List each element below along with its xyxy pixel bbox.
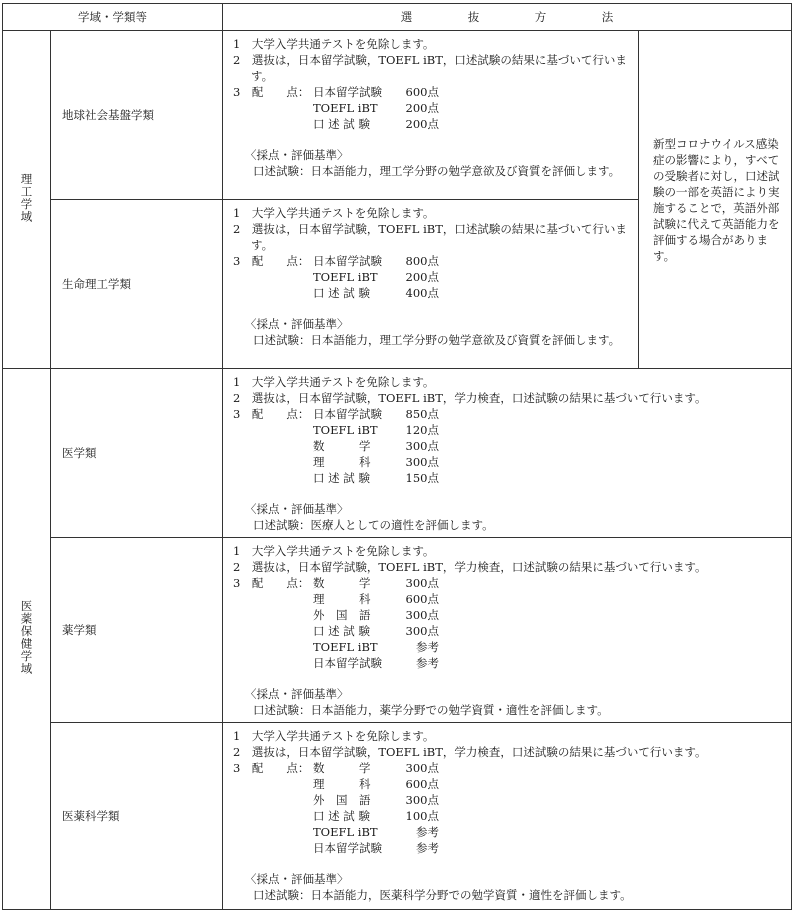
score-label: 3 配 点： [233,85,310,99]
score-subject: TOEFL iBT [313,423,378,437]
score-points: 参考 [416,825,439,839]
score-label: 3 配 点： [233,576,310,590]
score-points: 120点 [405,423,439,437]
domain-cell [3,31,51,369]
score-points: 200点 [405,270,439,284]
method-item-2: 2 選抜は，日本留学試験，TOEFL iBT，学力検査，口述試験の結果に基づいて行います。 [233,560,707,574]
domain-label: 医薬保健学域 [19,600,34,675]
table-row [3,538,792,723]
score-subject: 日本留学試験 [313,254,382,268]
score-row [233,422,785,438]
criteria-heading: 〈採点・評価基準〉 [245,148,349,162]
score-row [233,406,785,422]
score-points: 100点 [405,809,439,823]
criteria-line [233,702,785,718]
category-cell: 医薬科学類 [51,723,223,910]
table-row [3,369,792,538]
score-points: 400点 [405,286,439,300]
score-points: 参考 [416,656,439,670]
score-points: 300点 [405,793,439,807]
score-subject: 外 国 語 [313,608,371,622]
score-row [233,824,785,840]
method-item-1: 1 大学入学共通テストを免除します。 [233,37,435,51]
score-points: 参考 [416,841,439,855]
method-cell [223,369,792,538]
note-cell: 新型コロナウイルス感染症の影響により，すべての受験者に対し，口述試験の一部を英語により実施することで，英語外部試験に代えて英語能力を評価する場合があります。 [639,31,792,369]
score-points: 参考 [416,640,439,654]
score-subject: 外 国 語 [313,793,371,807]
criteria-heading: 〈採点・評価基準〉 [245,687,349,701]
score-subject: 口 述 試 験 [313,117,370,131]
domain-cell [3,369,51,910]
score-row [233,116,632,132]
criteria-value: 日本語能力，理工学分野の勉学意欲及び資質を評価します。 [310,333,621,347]
score-subject: 日本留学試験 [313,841,382,855]
score-subject: 日本留学試験 [313,407,382,421]
header-selection-method: 選 抜 方 法 [223,4,792,31]
category-cell: 生命理工学類 [51,200,223,369]
score-label: 3 配 点： [233,761,310,775]
score-row [233,792,785,808]
score-label: 3 配 点： [233,254,310,268]
category-cell: 薬学類 [51,538,223,723]
score-points: 600点 [405,85,439,99]
method-item-1: 1 大学入学共通テストを免除します。 [233,375,435,389]
domain-label: 理工学域 [19,173,34,223]
score-subject: TOEFL iBT [313,270,378,284]
score-row [233,655,785,671]
category-cell: 地球社会基盤学類 [51,31,223,200]
criteria-line [233,517,785,533]
score-points: 850点 [405,407,439,421]
score-row [233,575,785,591]
score-subject: 数 学 [313,439,371,453]
method-item-2: 2 選抜は，日本留学試験，TOEFL iBT，学力検査，口述試験の結果に基づいて行います。 [233,745,707,759]
method-item-1: 1 大学入学共通テストを免除します。 [233,729,435,743]
criteria-heading: 〈採点・評価基準〉 [245,502,349,516]
score-subject: 理 科 [313,592,371,606]
score-row [233,100,632,116]
criteria-heading: 〈採点・評価基準〉 [245,317,349,331]
score-row [233,438,785,454]
score-label: 3 配 点： [233,407,310,421]
score-points: 200点 [405,101,439,115]
method-cell [223,538,792,723]
score-row [233,591,785,607]
score-subject: 口 述 試 験 [313,809,370,823]
score-subject: 口 述 試 験 [313,471,370,485]
category-cell: 医学類 [51,369,223,538]
score-points: 150点 [405,471,439,485]
score-subject: TOEFL iBT [313,640,378,654]
criteria-line [233,332,632,348]
score-subject: TOEFL iBT [313,825,378,839]
score-subject: TOEFL iBT [313,101,378,115]
score-subject: 口 述 試 験 [313,286,370,300]
score-row [233,84,632,100]
score-subject: 理 科 [313,777,371,791]
score-row [233,253,632,269]
method-cell [223,31,639,200]
score-subject: 数 学 [313,761,371,775]
method-item-1: 1 大学入学共通テストを免除します。 [233,544,435,558]
score-row [233,840,785,856]
score-subject: 数 学 [313,576,371,590]
method-cell [223,723,792,910]
score-subject: 理 科 [313,455,371,469]
criteria-key: 口述試験： [253,888,311,902]
score-points: 300点 [405,455,439,469]
criteria-key: 口述試験： [253,703,311,717]
criteria-value: 日本語能力，薬学分野での勉学資質・適性を評価します。 [310,703,609,717]
method-item-2: 2 選抜は，日本留学試験，TOEFL iBT，口述試験の結果に基づいて行います。 [233,222,627,252]
criteria-value: 日本語能力，理工学分野の勉学意欲及び資質を評価します。 [310,164,621,178]
score-row [233,639,785,655]
score-points: 600点 [405,592,439,606]
score-row [233,623,785,639]
score-subject: 日本留学試験 [313,85,382,99]
table-row [3,723,792,910]
criteria-value: 医療人としての適性を評価します。 [310,518,494,532]
score-points: 200点 [405,117,439,131]
score-row [233,269,632,285]
method-item-2: 2 選抜は，日本留学試験，TOEFL iBT，口述試験の結果に基づいて行います。 [233,53,627,83]
score-points: 300点 [405,576,439,590]
score-points: 600点 [405,777,439,791]
score-points: 800点 [405,254,439,268]
score-row [233,760,785,776]
header-row [3,4,792,31]
table-row [3,31,792,200]
score-row [233,776,785,792]
criteria-key: 口述試験： [253,518,311,532]
method-item-1: 1 大学入学共通テストを免除します。 [233,206,435,220]
criteria-key: 口述試験： [253,164,311,178]
score-subject: 日本留学試験 [313,656,382,670]
criteria-heading: 〈採点・評価基準〉 [245,872,349,886]
score-row [233,285,632,301]
score-points: 300点 [405,624,439,638]
method-cell [223,200,639,369]
score-points: 300点 [405,761,439,775]
selection-method-table [2,3,792,910]
score-row [233,454,785,470]
score-subject: 口 述 試 験 [313,624,370,638]
score-row [233,470,785,486]
method-item-2: 2 選抜は，日本留学試験，TOEFL iBT，学力検査，口述試験の結果に基づいて行います。 [233,391,707,405]
score-points: 300点 [405,608,439,622]
criteria-line [233,887,785,903]
score-row [233,607,785,623]
header-domain-category: 学域・学類等 [3,4,223,31]
score-row [233,808,785,824]
criteria-value: 日本語能力，医薬科学分野での勉学資質・適性を評価します。 [310,888,632,902]
criteria-line [233,163,632,179]
criteria-key: 口述試験： [253,333,311,347]
score-points: 300点 [405,439,439,453]
